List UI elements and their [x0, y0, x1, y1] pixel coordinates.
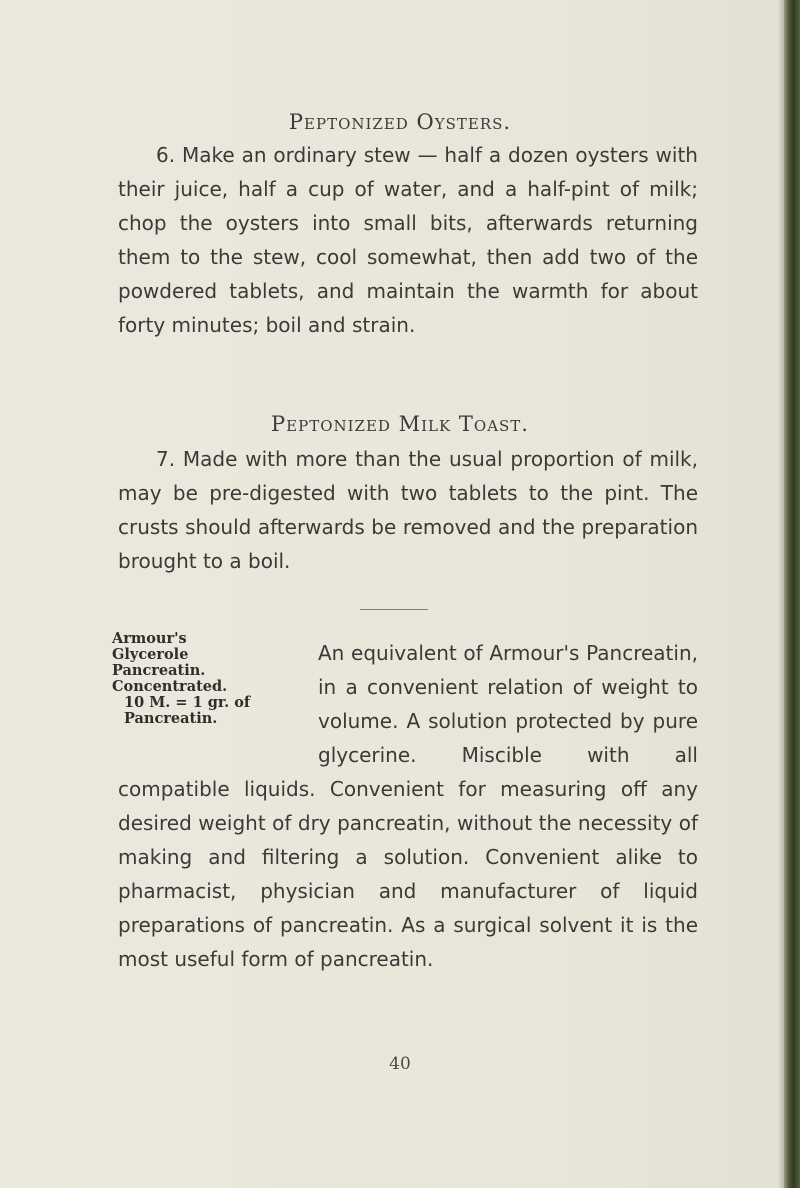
recipe-paragraph-milk-toast: 7. Made with more than the usual proportion of milk, may be pre-digested with two tablets to the pint. The crusts should afterwards be removed and the preparation brought to a boil.	[118, 447, 698, 573]
page-number: 40	[389, 1054, 411, 1074]
sidenote-line: Armour's	[112, 630, 187, 647]
advert-block	[118, 636, 698, 976]
advert-paragraph: An equivalent of Armour's Pancreatin, in a convenient relation of weight to volume. A solution protected by pure glycerine. Miscible with all compatible liquids. Convenient for measuring off any desired weight of dry pancreatin, without the necessity of making and filtering a solution. Convenient alike to pharmacist, physician and manufacturer of liquid preparations of pancreatin. As a surgical solvent it is the most useful form of pancreatin.	[118, 641, 698, 971]
sidenote-space	[118, 636, 318, 770]
sidenote-line: Pancreatin.	[112, 662, 206, 679]
sidenote-line: 10 M. = 1 gr. of	[124, 694, 251, 711]
sidenote-line: Glycerole	[112, 646, 189, 663]
sidenote-line: Pancreatin.	[124, 710, 218, 727]
heading-peptonized-oysters: Peptonized Oysters.	[288, 110, 512, 134]
book-binding-edge	[784, 0, 800, 1188]
recipe-paragraph-oysters: 6. Make an ordinary stew — half a dozen oysters with their juice, half a cup of water, and a half-pint of milk; chop the oysters into small bits, afterwards returning them to the stew, cool somewhat, then add two of the powdered tablets, and maintain the warmth for about forty minutes; boil and strain.	[118, 143, 698, 337]
section-divider	[360, 609, 428, 610]
sidenote-line: Concentrated.	[112, 678, 228, 695]
heading-peptonized-milk-toast: Peptonized Milk Toast.	[271, 412, 529, 436]
